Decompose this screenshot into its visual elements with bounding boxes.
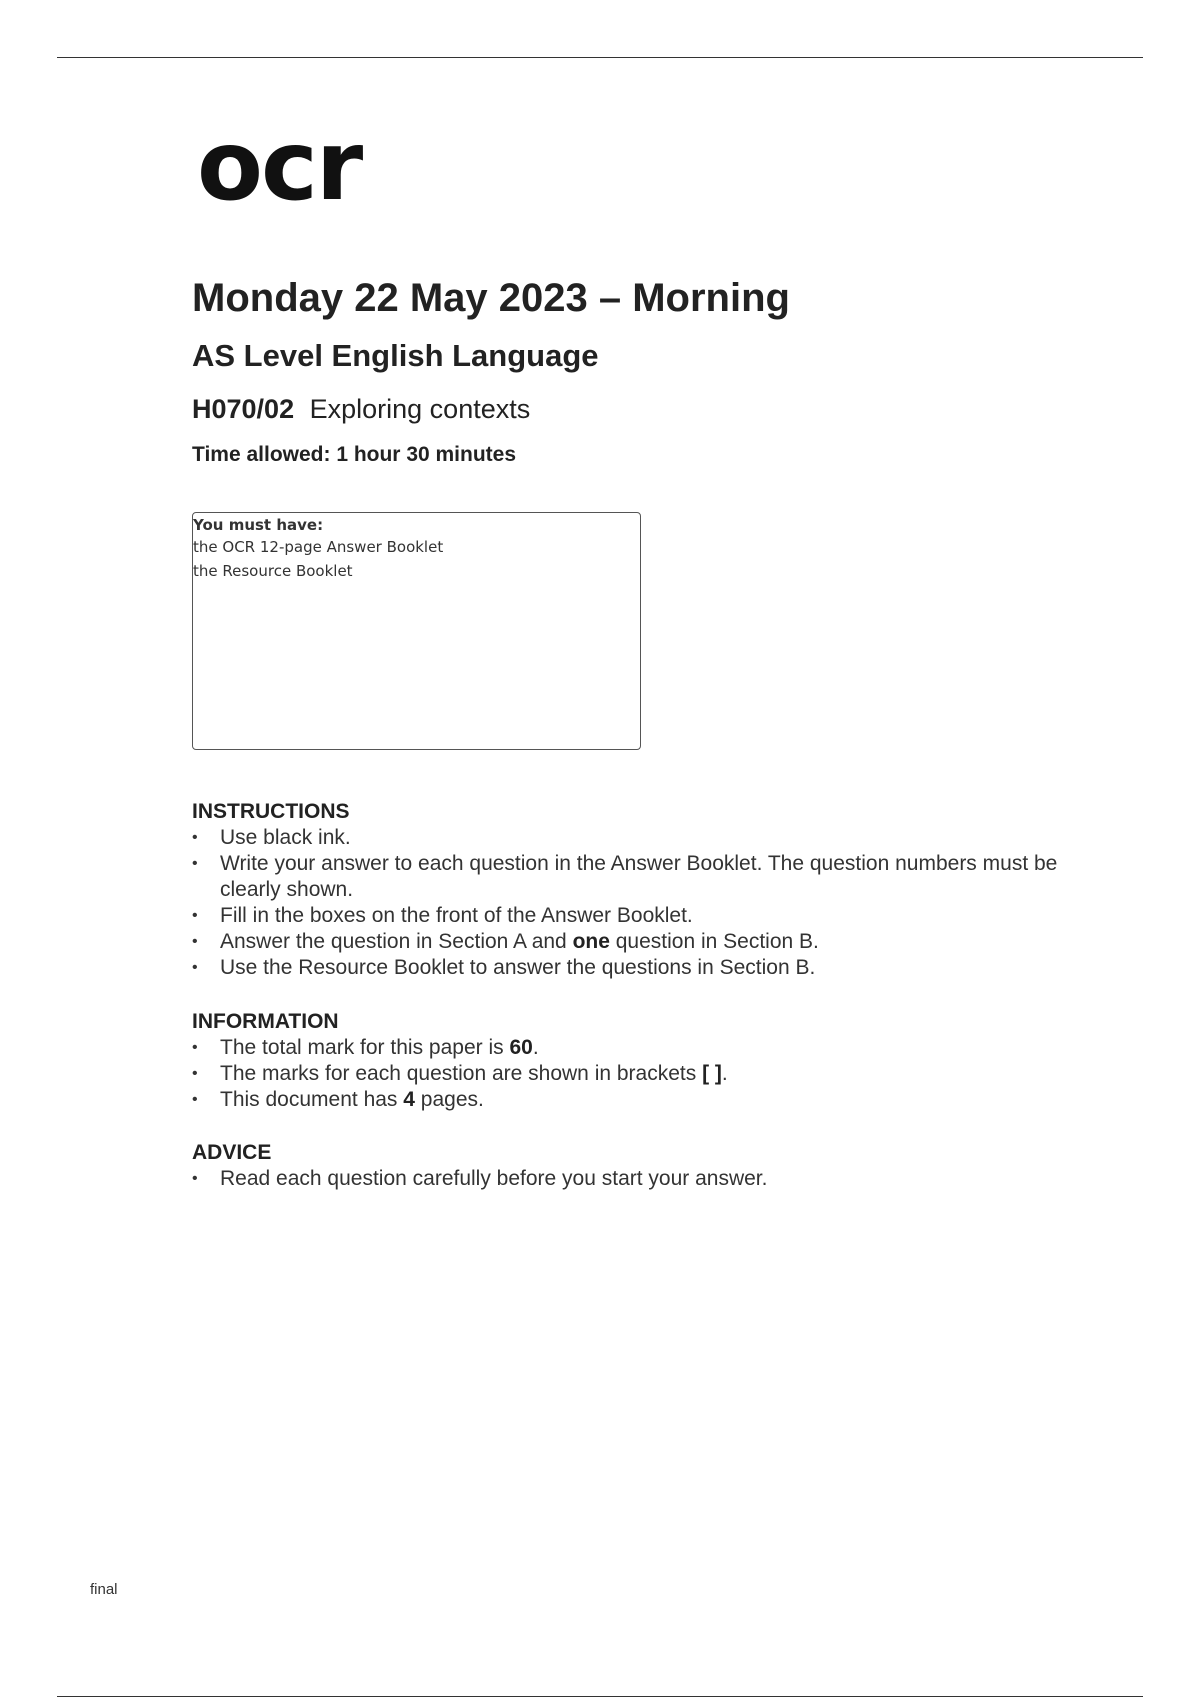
paper-code: H070/02 [192,394,295,424]
instruction-item: • Fill in the boxes on the front of the Answer Booklet. [192,903,1092,929]
instructions-section [192,799,1092,981]
top-rule [57,57,1143,58]
must-have-item: the OCR 12-page Answer Booklet [193,538,444,556]
information-list [192,1035,1092,1113]
instruction-item: • Use black ink. [192,825,1092,851]
instruction-item: • Answer the question in Section A and one question in Section B. [192,929,1092,955]
must-have-box [192,512,641,750]
instructions-list [192,825,1092,981]
paper-code-line [192,396,530,423]
exam-subject: AS Level English Language [192,338,599,373]
must-have-title: You must have: [193,516,324,534]
exam-date: Monday 22 May 2023 – Morning [192,276,790,320]
information-section [192,1009,1092,1113]
footer-note: final [90,1581,118,1598]
paper-title: Exploring contexts [309,394,531,424]
advice-list [192,1166,1092,1192]
advice-heading: ADVICE [192,1141,272,1164]
information-heading: INFORMATION [192,1010,339,1033]
instruction-item: • Write your answer to each question in the Answer Booklet. The question numbers must be clearly shown. [192,851,1092,903]
advice-item: • Read each question carefully before you start your answer. [192,1166,1092,1192]
information-item: • This document has 4 pages. [192,1087,1092,1113]
instruction-item: • Use the Resource Booklet to answer the questions in Section B. [192,955,1092,981]
instructions-heading: INSTRUCTIONS [192,800,350,823]
must-have-item: the Resource Booklet [193,562,353,580]
ocr-logo: ocr [197,110,362,222]
information-item: • The marks for each question are shown in brackets [ ]. [192,1061,1092,1087]
information-item: • The total mark for this paper is 60. [192,1035,1092,1061]
advice-section [192,1140,1092,1192]
bottom-rule [57,1696,1143,1697]
time-allowed: Time allowed: 1 hour 30 minutes [192,443,517,466]
